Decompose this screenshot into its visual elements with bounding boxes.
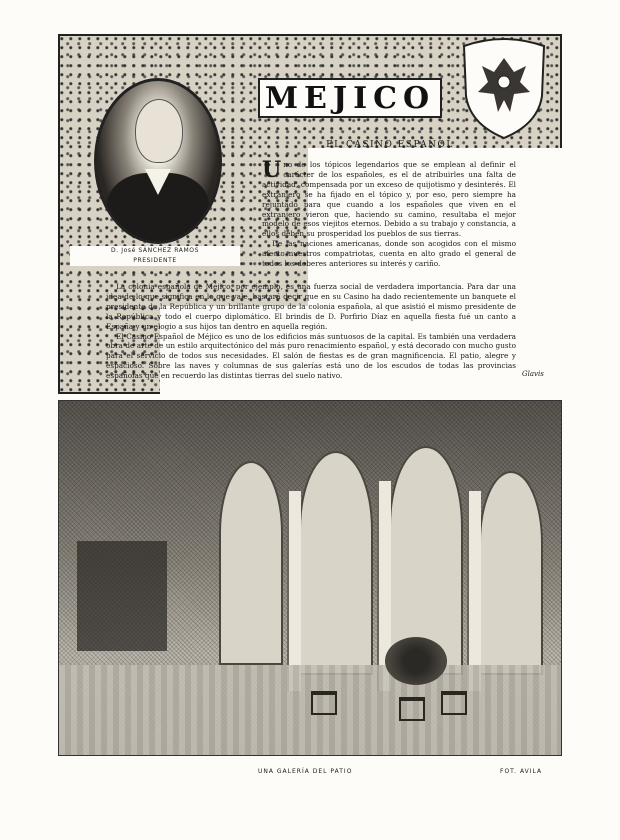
page-title: MEJICO [264,80,436,116]
pillar [287,491,301,691]
title-banner [258,78,442,118]
pillar [467,491,481,691]
drop-cap: U [262,157,282,183]
portrait-role: PRESIDENTE [133,257,177,264]
photo-shadow [77,541,167,651]
chair [441,691,467,715]
photo-credit: FOT. AVILA [500,768,543,775]
paragraph: La colonia española de Méjico, por ejemplo, es una fuerza social de verdadera importancia. Para dar una idea de lo que significa en lo que vale, bastará decir que en su Casino ha dado recientemente un banquete el presidente de la República y un brillante grupo de la colonia española, al que asistió el mismo presidente de la República y todo el cuerpo diplomático. El brindis de D. Porfirio Díaz en aquella fiesta fué un canto a España y un elogio a sus hijos tan dentro en aquella región. [106,282,516,331]
photo-caption: UNA GALERÍA DEL PATIO [258,768,353,775]
paragraph: De las naciones americanas, donde son acogidos con el mismo afecto nuestros compatriotas, cuenta en alto grado el general de todos los deberes anteriores su interés y cariño. [262,239,516,269]
potted-plant [385,637,447,685]
portrait-oval [94,78,222,244]
paragraph: El Casino Español de Méjico es uno de los edificios más suntuosos de la capital. Es también una verdadera obra de arte de un estilo arquitectónico del más puro renacimiento español, y está decorado con mucho gusto para el servicio de todos sus necesidades. El salón de fiestas es de gran magnificencia. El patio, alegre y espacioso. Sobre las naves y columnas de sus galerías está uno de los escudos de todas las provincias españolas que en recuerdo las distintas tierras del suelo nativo. [106,331,516,381]
article-wide [106,282,516,381]
coat-of-arms-icon [458,36,550,140]
paragraph: Uno de los tópicos legendarios que se emplean al definir el carácter de los españoles, es el de atribuirles una falta de actividad, compensada por un exceso de quijotismo y desinterés. El extranjero se ha fijado en el tópico y, por eso, pero siempre ha rejuntado para que cuando a los españoles que viven en el extranjero vieron que, haciendo su camino, resultaba el mejor modelo de esos viejitos eternos. Debido a su trabajo y constancia, a ellos deben su prosperidad los pueblos de sus tierras. [262,157,516,239]
portrait-name: D. José SÁNCHEZ RAMOS [111,247,199,254]
arch [299,451,373,675]
portrait-face [135,99,183,163]
chair [311,691,337,715]
article-column [262,157,516,269]
patio-photograph [58,400,562,756]
floor [59,665,561,755]
chair [399,697,425,721]
arch [219,461,283,665]
section-title: EL CASINO ESPAÑOL [326,140,454,150]
artist-signature: Glavis [522,370,544,378]
portrait-caption [70,246,240,266]
arch [479,471,543,675]
